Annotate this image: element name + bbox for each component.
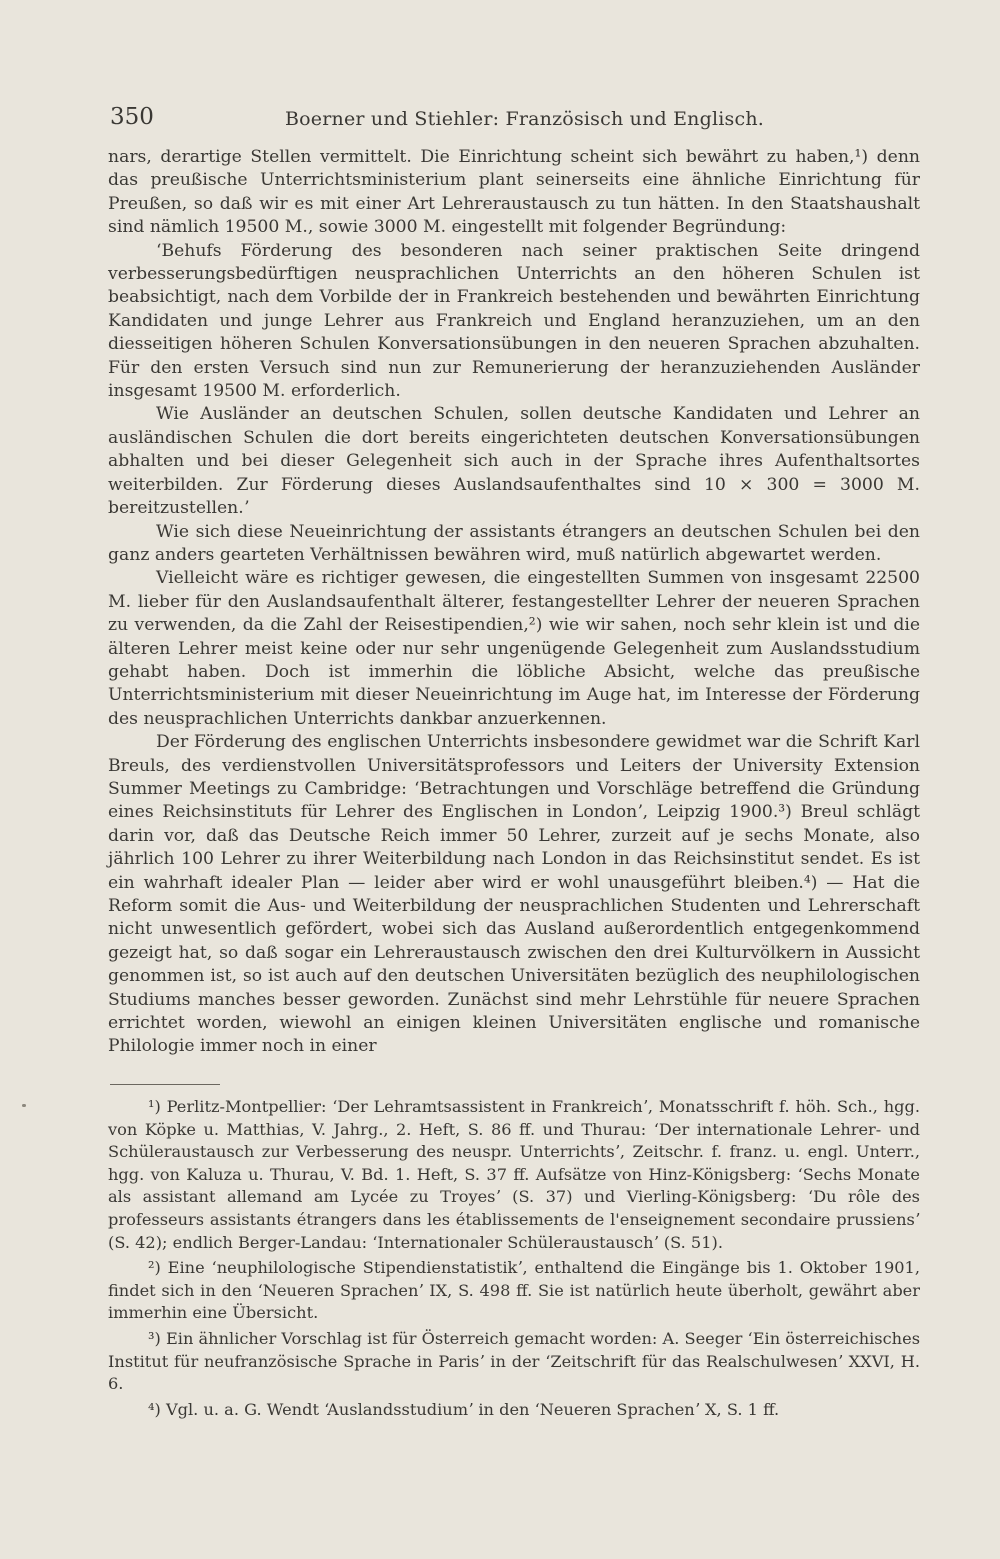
- page-number: 350: [110, 104, 154, 130]
- paragraph-6: Der Förderung des englischen Unterrichts insbesondere gewidmet war die Schrift Karl Breuls, des verdienstvollen Universitätsprofessors und Leiters der University Extension Summer Meetings zu Cambridge: ʻBetrachtungen und Vorschläge betreffend die Gründung eines Reichsinstituts für Lehrer des Englischen in Londonʼ, Leipzig 1900.³) Breul schlägt darin vor, daß das Deutsche Reich immer 50 Lehrer, zurzeit auf je sechs Monate, also jährlich 100 Lehrer zu ihrer Weiterbildung nach London in das Reichsinstitut sendet. Es ist ein wahrhaft idealer Plan — leider aber wird er wohl unausgeführt bleiben.⁴) — Hat die Reform somit die Aus- und Weiterbildung der neusprachlichen Studenten und Lehrerschaft nicht unwesentlich gefördert, wobei sich das Ausland außerordentlich entgegenkommend gezeigt hat, so daß sogar ein Lehreraustausch zwischen den drei Kulturvölkern in Aussicht genommen ist, so ist auch auf den deutschen Universitäten bezüglich des neuphilologischen Studiums manches besser geworden. Zunächst sind mehr Lehrstühle für neuere Sprachen errichtet worden, wiewohl an einigen kleinen Universitäten englische und romanische Philologie immer noch in einer: [108, 732, 920, 1057]
- paragraph-2-quote: ʻBehufs Förderung des besonderen nach seiner praktischen Seite dringend verbesserungsbedürftigen neusprachlichen Unterrichts an den höheren Schulen ist beabsichtigt, nach dem Vorbilde der in Frankreich bestehenden und bewährten Einrichtung Kandidaten und junge Lehrer aus Frankreich und England heranzuziehen, um an den diesseitigen höheren Schulen Konversationsübungen in den neueren Sprachen abzuhalten. Für den ersten Versuch sind nun zur Remunerierung der heranzuziehenden Ausländer insgesamt 19500 M. erforderlich.: [108, 240, 920, 402]
- footnotes: [108, 1096, 920, 1424]
- footnote-1: ¹) Perlitz-Montpellier: ʻDer Lehramtsassistent in Frankreichʼ, Monatsschrift f. höh. Sch., hgg. von Köpke u. Matthias, V. Jahrg., 2. Heft, S. 86 ff. und Thurau: ʻDer internationale Lehrer- und Schüleraustausch zur Verbesserung des neuspr. Unterrichtsʼ, Zeitschr. f. franz. u. engl. Unterr., hgg. von Kaluza u. Thurau, V. Bd. 1. Heft, S. 37 ff. Aufsätze von Hinz-Königsberg: ʻSechs Monate als assistant allemand am Lycée zu Troyesʼ (S. 37) und Vierling-Königsberg: ʻDu rôle des professeurs assistants étrangers dans les établissements de l'enseignement secondaire prussiensʼ (S. 42); endlich Berger-Landau: ʻInternationaler Schüleraustauschʼ (S. 51).: [108, 1097, 920, 1252]
- footnote-rule: [110, 1084, 220, 1085]
- footnote-2: ²) Eine ʻneuphilologische Stipendienstatistikʼ, enthaltend die Eingänge bis 1. Oktober 1901, findet sich in den ʻNeueren Sprachenʼ IX, S. 498 ff. Sie ist natürlich heute überholt, gewährt aber immerhin eine Übersicht.: [108, 1258, 920, 1323]
- footnote-4: ⁴) Vgl. u. a. G. Wendt ʻAuslandsstudiumʼ in den ʻNeueren Sprachenʼ X, S. 1 ff.: [148, 1399, 780, 1419]
- paragraph-4: Wie sich diese Neueinrichtung der assistants étrangers an deutschen Schulen bei den ganz anders gearteten Verhältnissen bewähren wird, muß natürlich abgewartet werden.: [108, 521, 920, 565]
- paragraph-3-quote: Wie Ausländer an deutschen Schulen, sollen deutsche Kandidaten und Lehrer an ausländischen Schulen die dort bereits eingerichteten deutschen Konversationsübungen abhalten und bei dieser Gelegenheit sich auch in der Sprache ihres Aufenthaltsortes weiterbilden. Zur Förderung dieses Auslandsaufenthaltes sind 10 × 300 = 3000 M. bereitzustellen.ʼ: [108, 404, 920, 519]
- main-text: [108, 146, 920, 1059]
- paragraph-1: nars, derartige Stellen vermittelt. Die Einrichtung scheint sich bewährt zu haben,¹) denn das preußische Unterrichtsministerium plant seinerseits eine ähnliche Einrichtung für Preußen, so daß wir es mit einer Art Lehreraustausch zu tun hätten. In den Staatshaushalt sind nämlich 19500 M., sowie 3000 M. eingestellt mit folgender Begründung:: [108, 147, 920, 238]
- page-header: [110, 104, 890, 140]
- paragraph-5: Vielleicht wäre es richtiger gewesen, die eingestellten Summen von insgesamt 22500 M. lieber für den Auslandsaufenthalt älterer, festangestellter Lehrer der neueren Sprachen zu verwenden, da die Zahl der Reisestipendien,²) wie wir sahen, noch sehr klein ist und die älteren Lehrer meist keine oder nur sehr ungenügende Gelegenheit zum Auslandsstudium gehabt haben. Doch ist immerhin die löbliche Absicht, welche das preußische Unterrichtsministerium mit dieser Neueinrichtung im Auge hat, im Interesse der Förderung des neusprachlichen Unterrichts dankbar anzuerkennen.: [108, 568, 920, 729]
- footnote-3: ³) Ein ähnlicher Vorschlag ist für Österreich gemacht worden: A. Seeger ʻEin österreichisches Institut für neufranzösische Sprache in Parisʼ in der ʻZeitschrift für das Realschulwesenʼ XXVI, H. 6.: [108, 1328, 920, 1394]
- margin-speck: [22, 1104, 26, 1107]
- running-title: Boerner und Stiehler: Französisch und Englisch.: [285, 108, 765, 130]
